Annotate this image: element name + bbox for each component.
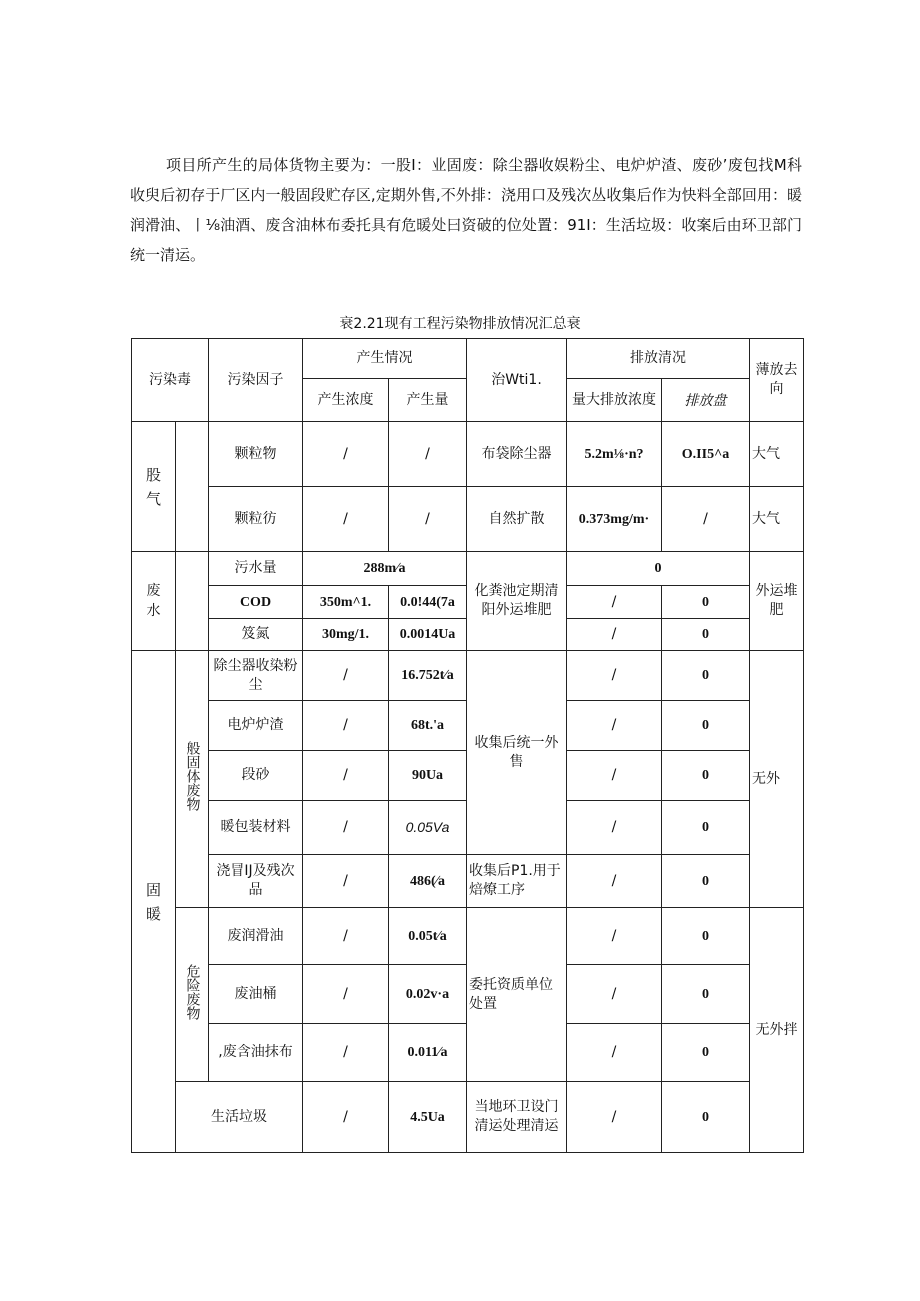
water-amount: 0.0!44(7a — [389, 586, 467, 619]
solid-factor: 废油桶 — [209, 965, 303, 1024]
table-row — [132, 552, 804, 586]
water-dest: 外运堆肥 — [750, 552, 804, 651]
gas-conc: / — [303, 487, 389, 552]
gas-category — [132, 422, 176, 552]
water-emission: 0 — [662, 619, 750, 651]
solid-general-dest: 无外 — [750, 651, 804, 908]
solid-conc: / — [303, 651, 389, 701]
gas-factor: 颗粒物 — [209, 422, 303, 487]
solid-max-conc: / — [567, 801, 662, 855]
table-row — [132, 908, 804, 965]
domestic-amount: 4.5Ua — [389, 1082, 467, 1153]
header-produce-amount: 产生量 — [389, 379, 467, 422]
header-produce: 产生情况 — [303, 339, 467, 379]
water-volume: 288m∕a — [303, 552, 467, 586]
table-row — [132, 1082, 804, 1153]
water-factor: 笈氮 — [209, 619, 303, 651]
water-max-conc: / — [567, 619, 662, 651]
solid-max-conc: / — [567, 1024, 662, 1082]
water-category — [132, 552, 176, 651]
solid-conc: / — [303, 701, 389, 751]
solid-conc: / — [303, 908, 389, 965]
water-subcategory-blank — [176, 552, 209, 651]
solid-conc: / — [303, 1024, 389, 1082]
header-max-conc: 量大排放浓度 — [567, 379, 662, 422]
water-factor: COD — [209, 586, 303, 619]
solid-max-conc: / — [567, 651, 662, 701]
solid-max-conc: / — [567, 701, 662, 751]
table-row — [132, 855, 804, 908]
header-destination: 薄放去向 — [750, 339, 804, 422]
solid-emission: 0 — [662, 908, 750, 965]
solid-amount: 90Ua — [389, 751, 467, 801]
solid-amount: 68t.'a — [389, 701, 467, 751]
water-amount: 0.0014Ua — [389, 619, 467, 651]
solid-recycle-treatment: 收集后P1.用于焙燎工序 — [467, 855, 567, 908]
solid-conc: / — [303, 751, 389, 801]
domestic-conc: / — [303, 1082, 389, 1153]
solid-max-conc: / — [567, 855, 662, 908]
gas-factor: 颗粒彷 — [209, 487, 303, 552]
table-caption: 衰2.21现有工程污染物排放情况汇总衰 — [339, 316, 581, 332]
pollutant-summary-table — [131, 338, 804, 1153]
solid-amount: 0.05Va — [389, 801, 467, 855]
solid-conc: / — [303, 965, 389, 1024]
solid-emission: 0 — [662, 751, 750, 801]
gas-treatment: 自然扩散 — [467, 487, 567, 552]
solid-category-label: 固暖 — [145, 880, 161, 923]
solid-factor: 段砂 — [209, 751, 303, 801]
gas-emission: O.II5^a — [662, 422, 750, 487]
solid-amount: 0.02v·a — [389, 965, 467, 1024]
solid-category — [132, 651, 176, 1153]
water-category-label: 废水 — [146, 583, 161, 619]
solid-max-conc: / — [567, 965, 662, 1024]
water-treatment: 化粪池定期清阳外运堆肥 — [467, 552, 567, 651]
gas-dest: 大气 — [750, 487, 804, 552]
water-emission: 0 — [567, 552, 750, 586]
solid-factor: 暖包装材料 — [209, 801, 303, 855]
table-row — [132, 422, 804, 487]
water-conc: 350m^1. — [303, 586, 389, 619]
solid-factor: 废润滑油 — [209, 908, 303, 965]
solid-hazard-treatment: 委托资质单位处置 — [467, 908, 567, 1082]
gas-category-label: 股气 — [145, 465, 161, 508]
table-row — [132, 487, 804, 552]
water-max-conc: / — [567, 586, 662, 619]
solid-hazard-label: 危险废物 — [184, 963, 201, 1020]
solid-amount: 0.05t∕a — [389, 908, 467, 965]
solid-general-label: 般固体废物 — [184, 741, 201, 811]
intro-paragraph: 项目所产生的局体货物主要为：一股I：业固废：除尘器收娱粉尘、电炉炉渣、废砂’废包找M科收臾后初存于厂区内一般固段贮存区,定期外售,不外排：浇用口及残次丛收集后作为快料全部回用：暖润滑油、丨⅛油酒、废含油林布委托具有危暖处曰资破的位处置：91I：生活垃圾：收案后由环卫部门统一清运。 — [130, 156, 802, 264]
water-conc: 30mg/1. — [303, 619, 389, 651]
solid-emission: 0 — [662, 801, 750, 855]
gas-dest: 大气 — [750, 422, 804, 487]
solid-factor: 浇冒IJ及残次品 — [209, 855, 303, 908]
water-emission: 0 — [662, 586, 750, 619]
solid-emission: 0 — [662, 701, 750, 751]
solid-emission: 0 — [662, 855, 750, 908]
gas-conc: / — [303, 422, 389, 487]
water-factor: 污水量 — [209, 552, 303, 586]
solid-hazard-label-cell — [176, 908, 209, 1082]
domestic-treatment: 当地环卫设门清运处理清运 — [467, 1082, 567, 1153]
solid-emission: 0 — [662, 965, 750, 1024]
solid-emission: 0 — [662, 1024, 750, 1082]
gas-subcategory-blank — [176, 422, 209, 552]
solid-general-treatment: 收集后统一外售 — [467, 651, 567, 855]
solid-max-conc: / — [567, 908, 662, 965]
header-factor: 污染因子 — [209, 339, 303, 422]
domestic-emission: 0 — [662, 1082, 750, 1153]
solid-factor: 除尘器收染粉尘 — [209, 651, 303, 701]
gas-emission: / — [662, 487, 750, 552]
solid-general-label-cell — [176, 651, 209, 908]
solid-factor: 电炉炉渣 — [209, 701, 303, 751]
gas-max-conc: 0.373mg/m· — [567, 487, 662, 552]
solid-amount: 16.752t∕a — [389, 651, 467, 701]
header-row-1 — [132, 339, 804, 379]
header-produce-conc: 产生浓度 — [303, 379, 389, 422]
gas-amount: / — [389, 487, 467, 552]
solid-conc: / — [303, 855, 389, 908]
gas-treatment: 布袋除尘器 — [467, 422, 567, 487]
gas-amount: / — [389, 422, 467, 487]
domestic-max-conc: / — [567, 1082, 662, 1153]
solid-emission: 0 — [662, 651, 750, 701]
solid-hazard-dest: 无外拌 — [750, 908, 804, 1153]
solid-max-conc: / — [567, 751, 662, 801]
solid-amount: 0.011∕a — [389, 1024, 467, 1082]
table-row — [132, 651, 804, 701]
gas-max-conc: 5.2m⅛·n? — [567, 422, 662, 487]
header-pollutant: 污染毒 — [132, 339, 209, 422]
solid-conc: / — [303, 801, 389, 855]
header-emission: 排放清况 — [567, 339, 750, 379]
solid-factor: ,废含油抹布 — [209, 1024, 303, 1082]
header-treatment: 治Wti1. — [467, 339, 567, 422]
header-emission-amount: 排放盘 — [662, 379, 750, 422]
domestic-factor: 生活垃圾 — [176, 1082, 303, 1153]
solid-amount: 486(∕a — [389, 855, 467, 908]
